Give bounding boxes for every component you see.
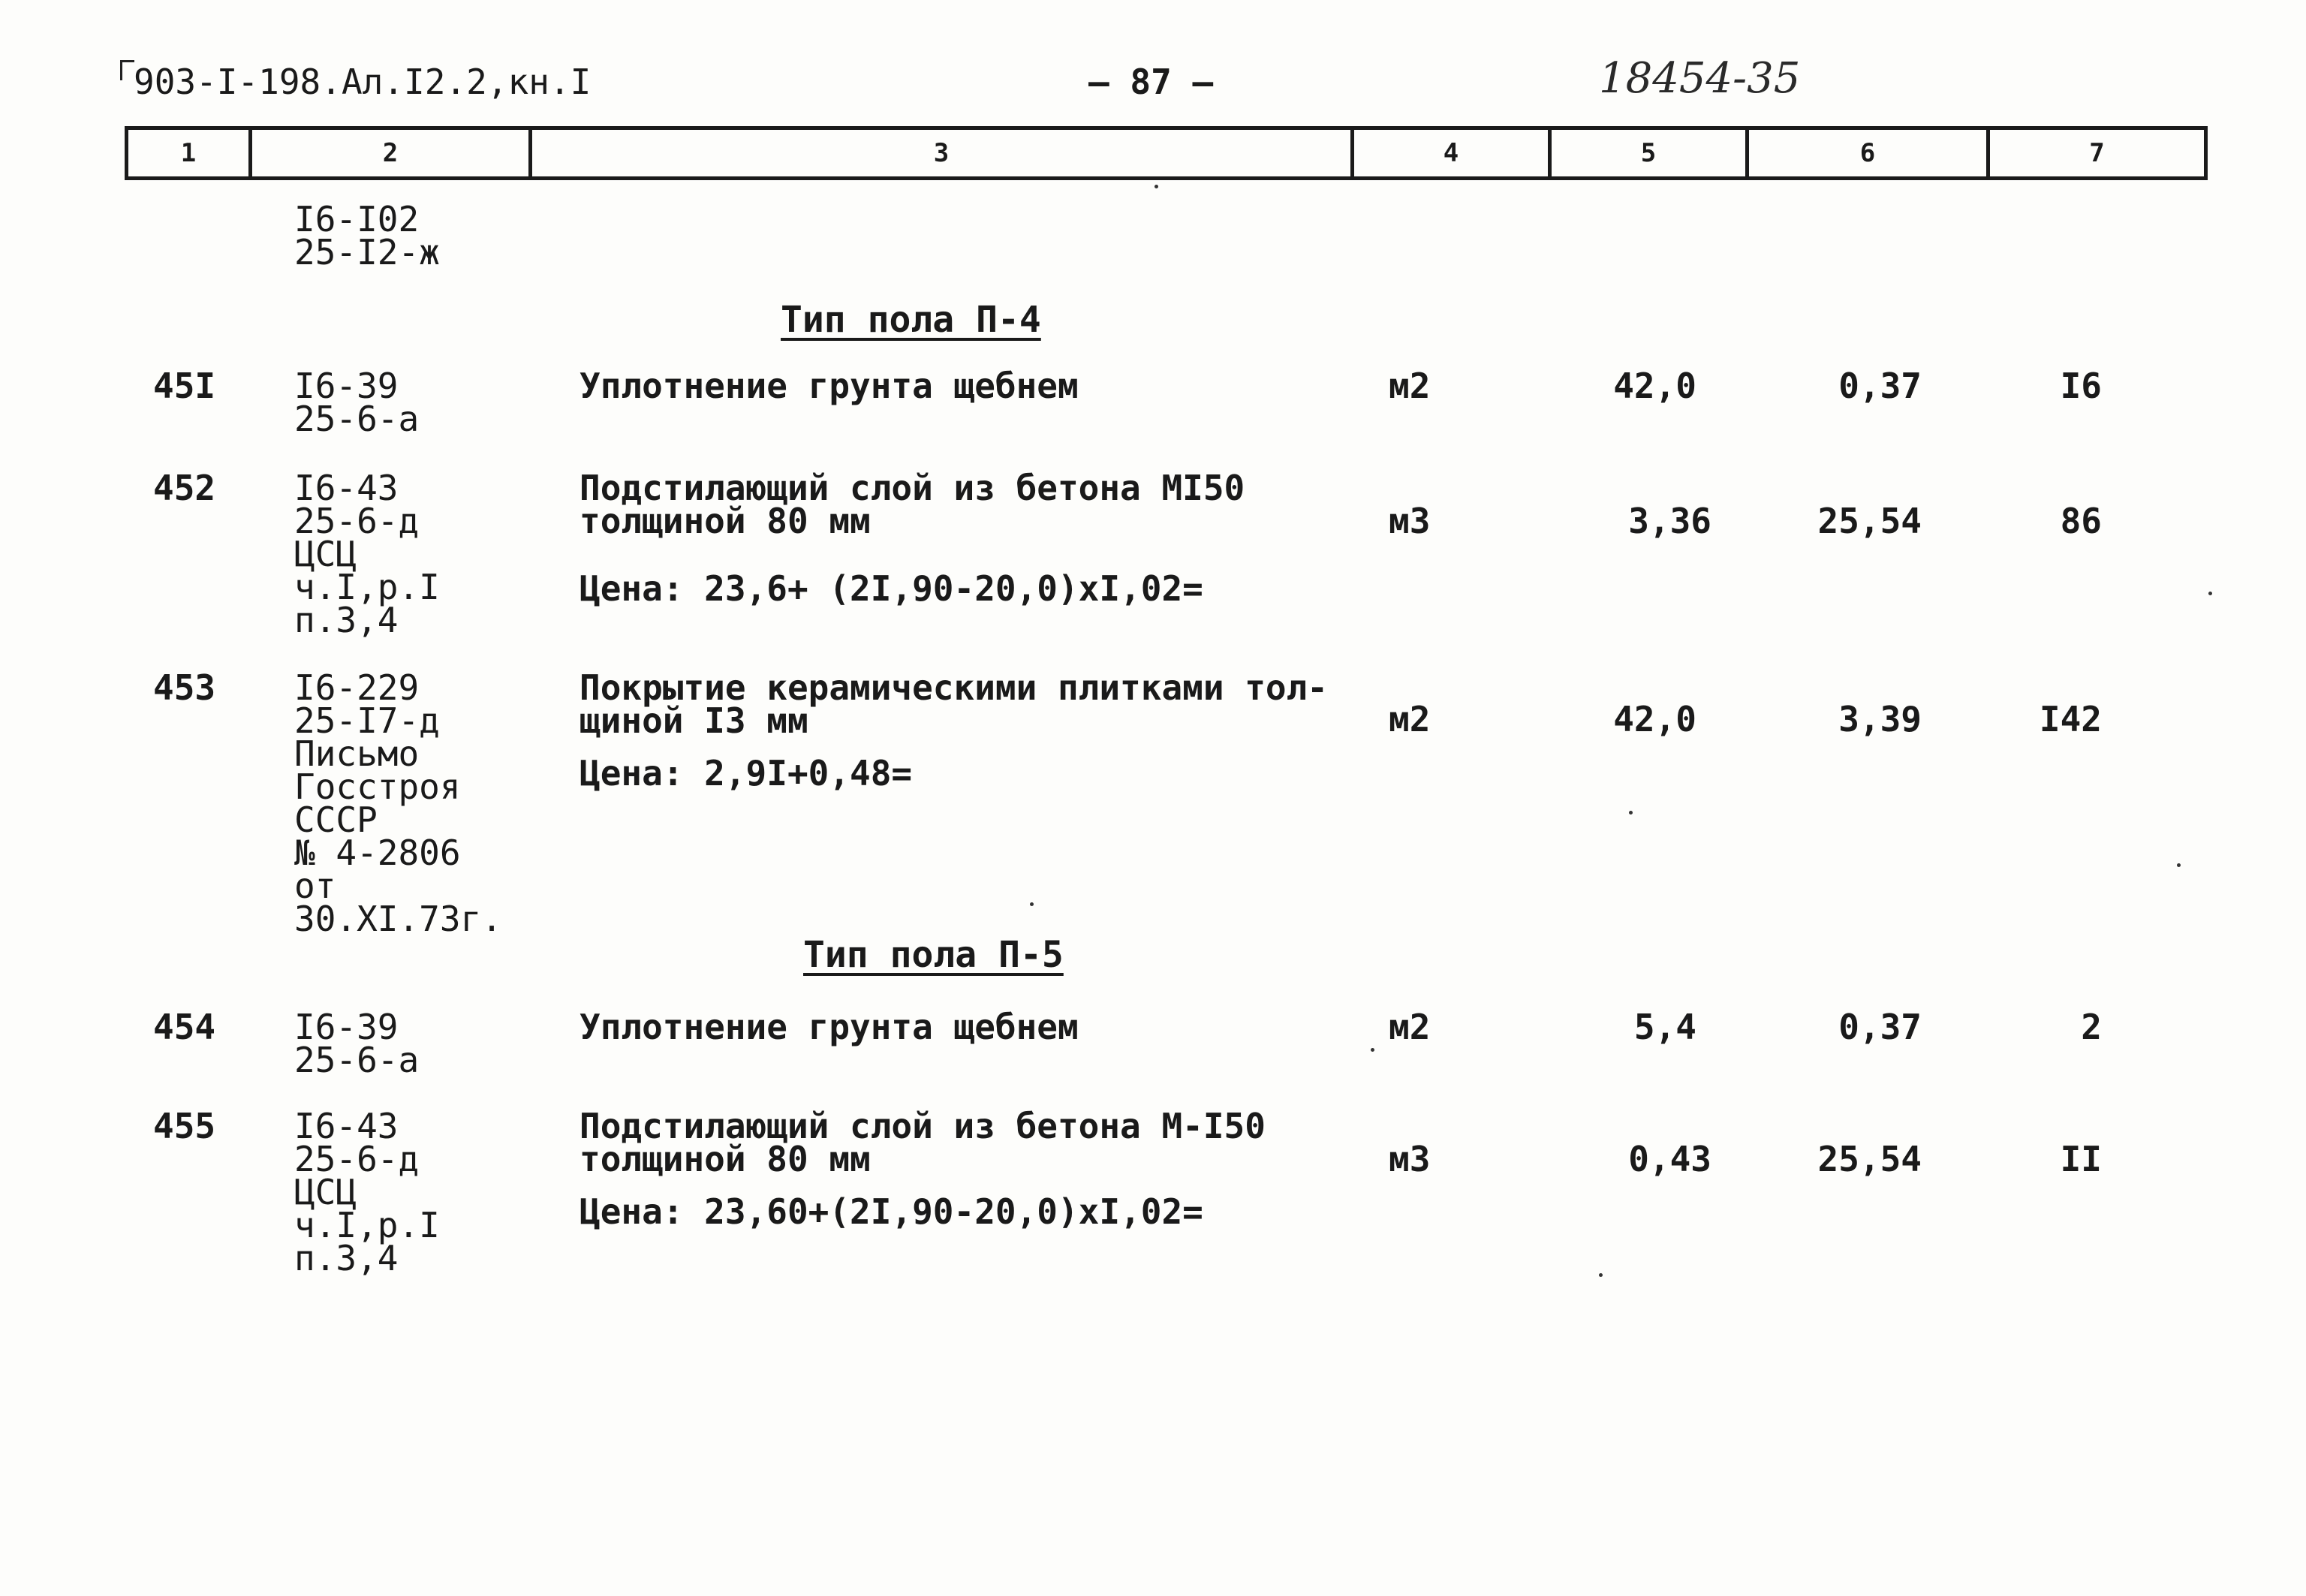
document-code: 903-I-198.Ал.I2.2,кн.I [134, 62, 592, 102]
row-total: II [2060, 1139, 2102, 1179]
row-unit-price: 0,37 [1838, 366, 1922, 406]
row-number: 45I [153, 366, 216, 406]
row-total: 86 [2060, 501, 2102, 541]
scan-speck [1599, 1273, 1603, 1277]
row-total: I42 [2039, 699, 2102, 739]
row-unit-price: 0,37 [1838, 1007, 1922, 1047]
row-references: I6-39 25-6-а [294, 1007, 420, 1080]
pre-section-refs: I6-I02 25-I2-ж [294, 199, 440, 273]
row-number: 453 [153, 667, 216, 708]
row-unit: м3 [1389, 501, 1431, 541]
row-quantity: 3,36 [1628, 501, 1711, 541]
row-unit-price: 25,54 [1817, 1139, 1922, 1179]
row-unit: м2 [1389, 366, 1431, 406]
row-unit-price: 25,54 [1817, 501, 1922, 541]
row-unit: м2 [1389, 699, 1431, 739]
scan-speck [1155, 185, 1158, 188]
section-title-p4: Тип пола П-4 [781, 299, 1041, 341]
column-header-1: 1 [128, 130, 252, 176]
row-price-formula: Цена: 2,9I+0,48= [580, 753, 913, 793]
scan-speck [1030, 902, 1034, 906]
row-number: 455 [153, 1106, 216, 1146]
row-number: 454 [153, 1007, 216, 1047]
column-header-7: 7 [1990, 130, 2208, 176]
row-unit: м2 [1389, 1007, 1431, 1047]
page-number: — 87 — [1088, 62, 1214, 102]
handwritten-number: 18454-35 [1599, 54, 1801, 103]
row-total: 2 [2081, 1007, 2102, 1047]
row-description: Подстилающий слой из бетона М-I50 толщиной 80 мм [580, 1106, 1266, 1179]
column-header-2: 2 [252, 130, 532, 176]
column-header-row [125, 126, 2208, 180]
row-price-formula: Цена: 23,6+ (2I,90-20,0)хI,02= [580, 568, 1203, 609]
section-title-p5: Тип пола П-5 [803, 934, 1064, 976]
row-quantity: 42,0 [1613, 366, 1696, 406]
row-number: 452 [153, 468, 216, 508]
row-quantity: 42,0 [1613, 699, 1696, 739]
scan-speck [2208, 592, 2212, 595]
scan-speck [1371, 1048, 1374, 1052]
row-references: I6-39 25-6-а [294, 366, 420, 439]
column-header-5: 5 [1552, 130, 1749, 176]
column-header-3: 3 [532, 130, 1354, 176]
row-references: I6-43 25-6-д ЦСЦ ч.I,р.I п.3,4 [294, 1106, 440, 1278]
row-quantity: 0,43 [1628, 1139, 1711, 1179]
row-quantity: 5,4 [1633, 1007, 1696, 1047]
row-unit: м3 [1389, 1139, 1431, 1179]
scan-speck [1629, 811, 1633, 815]
row-references: I6-229 25-I7-д Письмо Госстроя СССР № 4-2806 от 30.XI.73г. [294, 667, 502, 939]
row-description: Уплотнение грунта щебнем [580, 366, 1079, 406]
corner-mark [120, 60, 134, 80]
row-description: Покрытие керамическими плитками тол- щиной I3 мм [580, 667, 1328, 741]
column-header-4: 4 [1354, 130, 1552, 176]
scan-speck [2177, 863, 2181, 867]
row-price-formula: Цена: 23,60+(2I,90-20,0)хI,02= [580, 1191, 1203, 1232]
row-total: I6 [2060, 366, 2102, 406]
row-unit-price: 3,39 [1838, 699, 1922, 739]
row-description: Уплотнение грунта щебнем [580, 1007, 1079, 1047]
row-references: I6-43 25-6-д ЦСЦ ч.I,р.I п.3,4 [294, 468, 440, 640]
row-description: Подстилающий слой из бетона МI50 толщиной 80 мм [580, 468, 1245, 541]
column-header-6: 6 [1749, 130, 1990, 176]
